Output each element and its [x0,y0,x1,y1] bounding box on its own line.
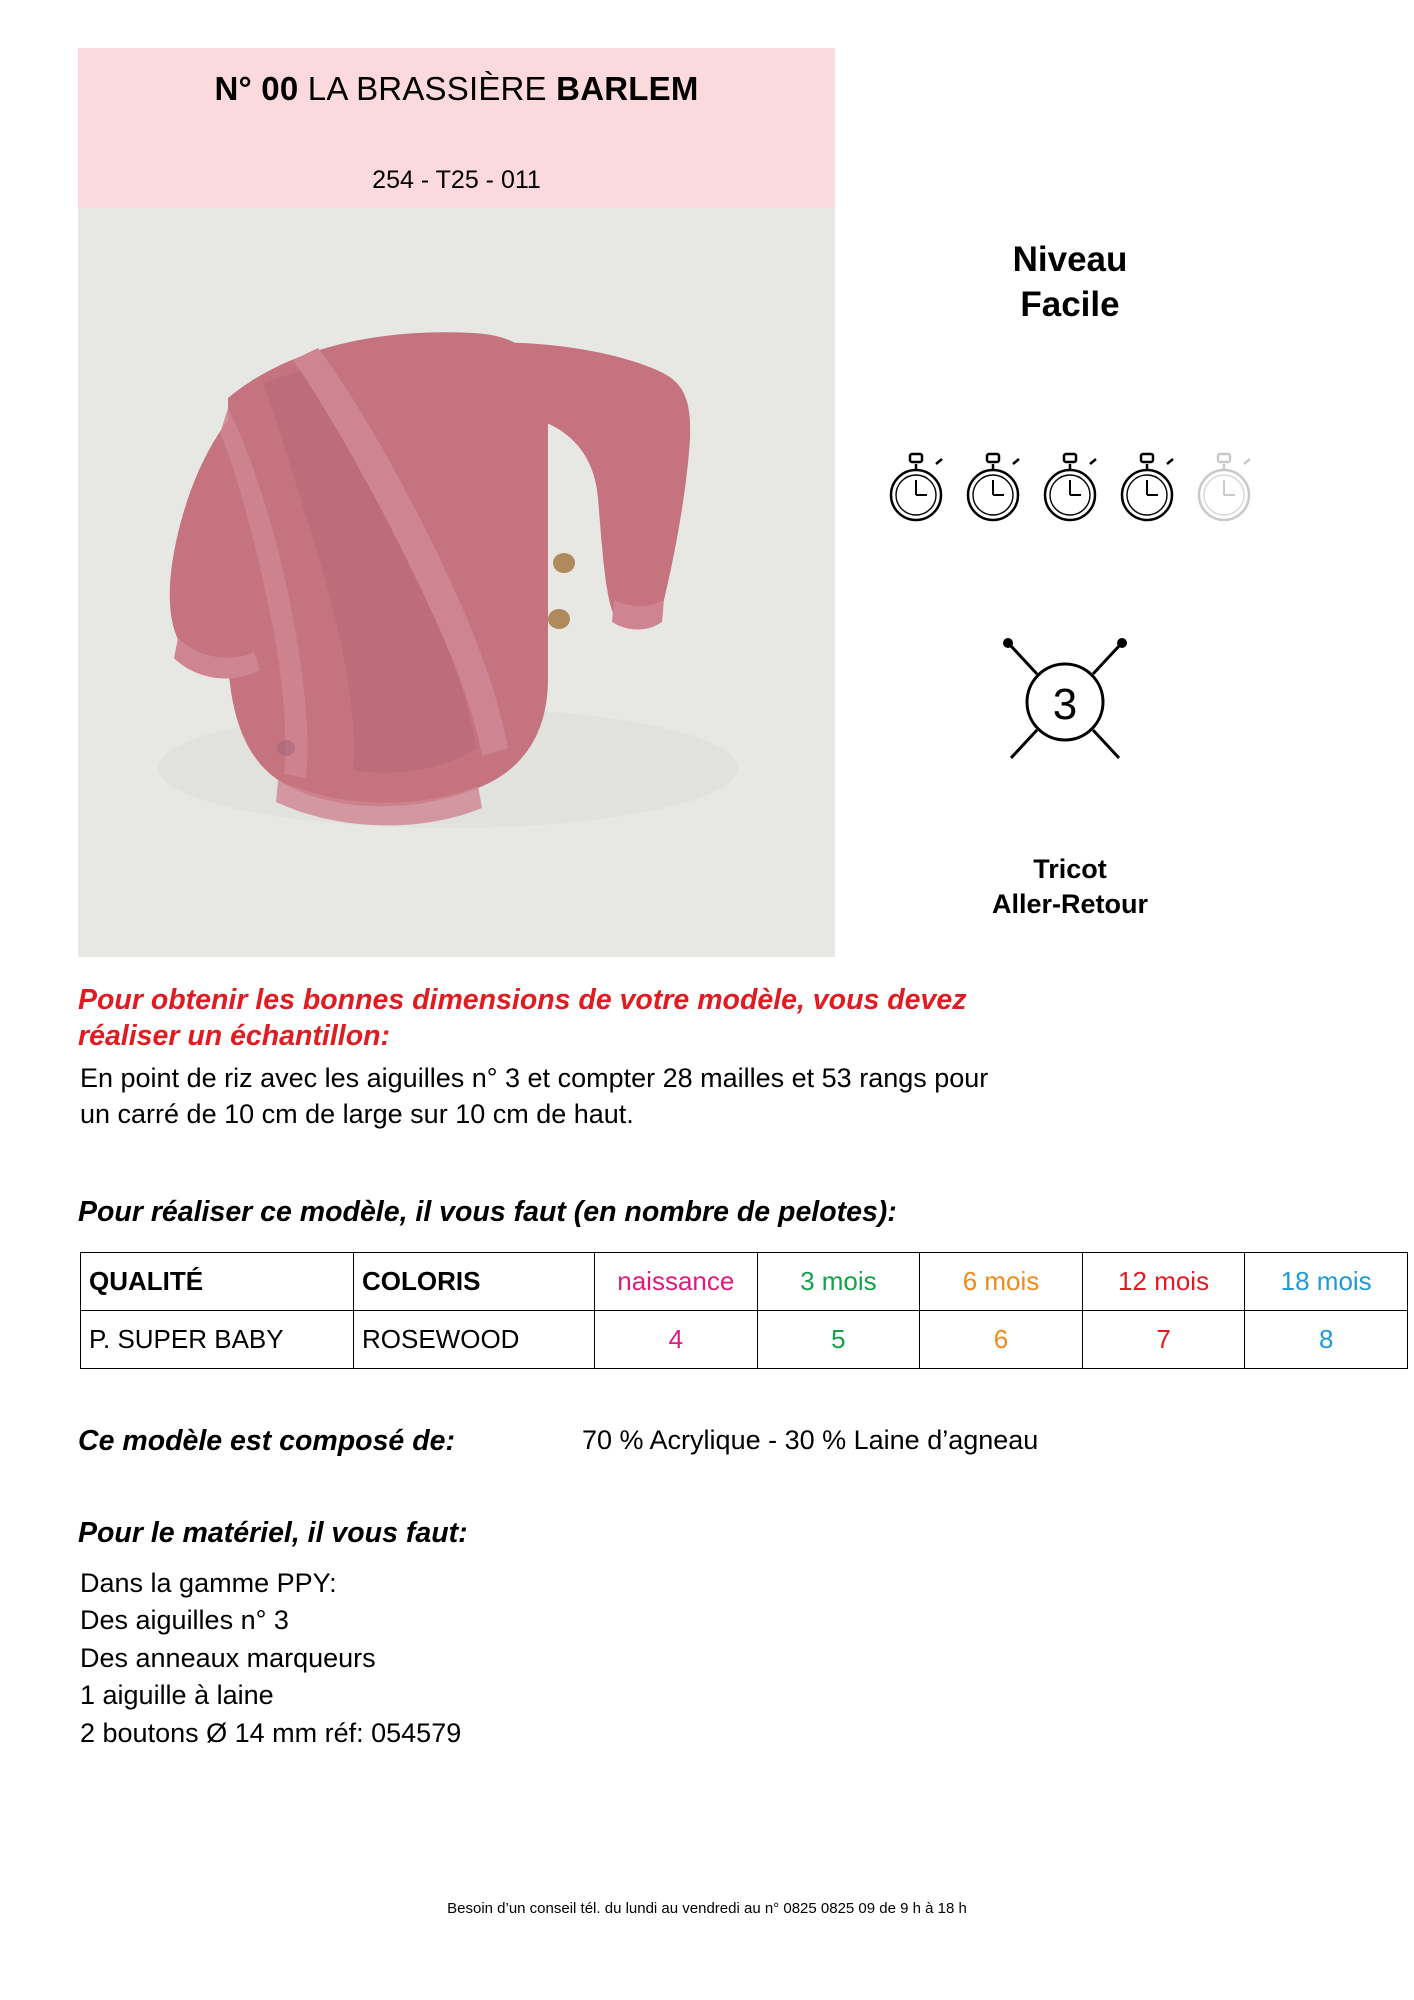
cell-qualite: P. SUPER BABY [81,1311,354,1369]
cell-naissance: 4 [595,1311,758,1369]
page-title [78,70,835,108]
table-row [81,1311,1408,1369]
model-number: N° 00 [214,70,299,107]
difficulty-timers [865,452,1275,526]
table-header-row [81,1253,1408,1311]
sample-body [80,1060,1350,1133]
timer-icon [1114,452,1180,526]
composition-heading: Ce modèle est composé de: [78,1425,455,1457]
model-reference: 254 - T25 - 011 [372,166,541,194]
cell-18-mois: 8 [1245,1311,1408,1369]
equipment-heading: Pour le matériel, il vous faut: [78,1517,468,1549]
materials-table [80,1252,1408,1369]
timer-icon [960,452,1026,526]
sample-heading-line-2: réaliser un échantillon: [78,1020,390,1053]
level-heading [860,238,1280,328]
col-header-6-mois: 6 mois [920,1253,1083,1311]
cell-6-mois: 6 [920,1311,1083,1369]
model-name: LA BRASSIÈRE [307,70,547,107]
technique-line-1: Tricot [1033,854,1107,884]
sample-body-line-1: En point de riz avec les aiguilles n° 3 et compter 28 mailles et 53 rangs pour [80,1063,989,1093]
footer-note: Besoin d’un conseil tél. du lundi au vendredi au n° 0825 0825 09 de 9 h à 18 h [447,1900,967,1917]
needle-size-value: 3 [1052,680,1078,729]
col-header-18-mois: 18 mois [1245,1253,1408,1311]
list-item: Dans la gamme PPY: [80,1568,337,1598]
col-header-coloris: COLORIS [354,1253,595,1311]
timer-icon [883,452,949,526]
col-header-naissance: naissance [595,1253,758,1311]
cell-3-mois: 5 [757,1311,920,1369]
product-photo [78,208,835,957]
header-band [78,48,835,214]
equipment-list [80,1565,1080,1752]
sample-body-line-2: un carré de 10 cm de large sur 10 cm de haut. [80,1099,634,1130]
sample-heading [78,982,1348,1055]
col-header-3-mois: 3 mois [757,1253,920,1311]
col-header-qualite: QUALITÉ [81,1253,354,1311]
level-label: Niveau [1012,240,1128,279]
level-value: Facile [1020,284,1120,324]
timer-icon-empty [1191,452,1257,526]
technique-line-2: Aller-Retour [991,889,1148,920]
sample-heading-line-1: Pour obtenir les bonnes dimensions de votre modèle, vous devez [78,984,967,1016]
timer-icon [1037,452,1103,526]
knitting-needles-icon [995,620,1135,770]
col-header-12-mois: 12 mois [1082,1253,1245,1311]
list-item: Des anneaux marqueurs [80,1642,376,1673]
list-item: 2 boutons Ø 14 mm réf: 054579 [80,1717,462,1748]
materials-heading: Pour réaliser ce modèle, il vous faut (en nombre de pelotes): [78,1196,897,1228]
cell-coloris: ROSEWOOD [354,1311,595,1369]
materials-table-wrapper [80,1252,1372,1369]
model-name-bold: BARLEM [556,70,699,107]
list-item: Des aiguilles n° 3 [80,1605,289,1636]
needle-size-badge [995,620,1135,770]
list-item: 1 aiguille à laine [80,1680,274,1711]
cardigan-illustration [78,208,835,957]
composition-value: 70 % Acrylique - 30 % Laine d’agneau [582,1425,1039,1455]
cell-12-mois: 7 [1082,1311,1245,1369]
technique-label [860,852,1280,922]
